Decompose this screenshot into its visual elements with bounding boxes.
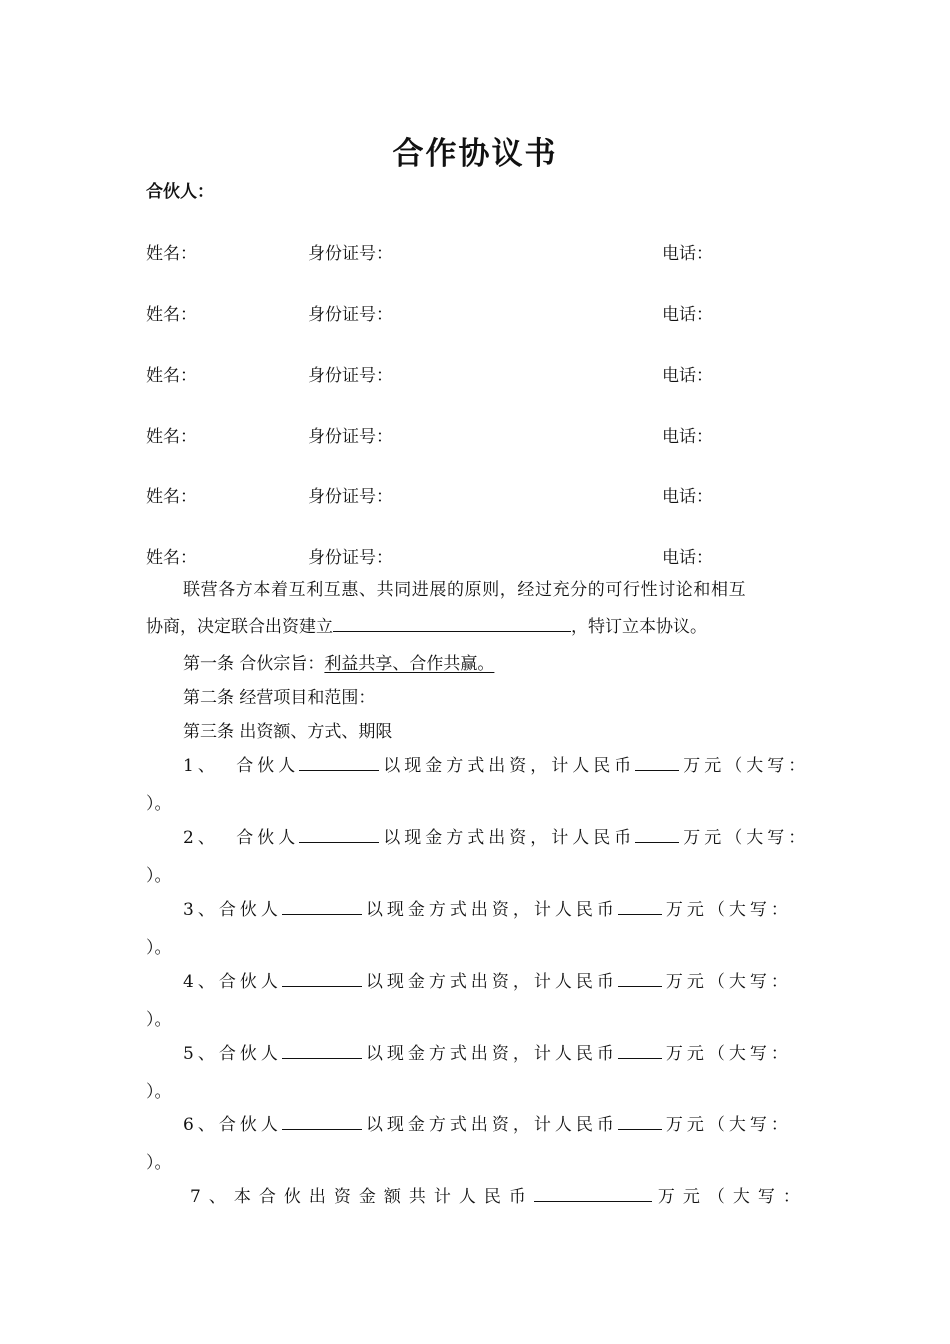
partner-word: 合伙人 bbox=[218, 1044, 282, 1064]
amount-blank bbox=[618, 1111, 662, 1130]
contribution-line bbox=[183, 751, 809, 776]
total-contribution-line bbox=[190, 1182, 808, 1207]
partner-word: 合伙人 bbox=[218, 900, 282, 920]
phone-label: 电话： bbox=[662, 366, 713, 386]
unit-text: 万元（大写： bbox=[665, 900, 792, 920]
contribution-line bbox=[183, 967, 792, 992]
article-1 bbox=[183, 649, 494, 674]
partner-word: 合伙人 bbox=[236, 828, 300, 848]
name-label: 姓名： bbox=[146, 487, 197, 507]
contribution-end: ）。 bbox=[146, 938, 172, 958]
contribution-line bbox=[183, 895, 792, 920]
phone-label: 电话： bbox=[662, 548, 713, 568]
partner-row bbox=[146, 482, 806, 506]
unit-text: 万元（大写： bbox=[665, 972, 792, 992]
contribution-end: ）。 bbox=[146, 1010, 172, 1030]
intro-text-a: 协商，决定联合出资建立 bbox=[146, 617, 333, 637]
contribution-text: 以现金方式出资，计人民币 bbox=[365, 1044, 618, 1064]
contribution-end: ）。 bbox=[146, 1082, 172, 1102]
amount-blank bbox=[635, 824, 679, 843]
name-label: 姓名： bbox=[146, 427, 197, 447]
unit-text: 万元（大写： bbox=[665, 1115, 792, 1135]
name-label: 姓名： bbox=[146, 548, 197, 568]
name-label: 姓名： bbox=[146, 244, 197, 264]
document-title: 合作协议书 bbox=[392, 136, 558, 172]
phone-label: 电话： bbox=[662, 305, 713, 325]
company-name-blank bbox=[333, 613, 571, 632]
contribution-text: 以现金方式出资，计人民币 bbox=[365, 1115, 618, 1135]
contribution-number: 5、 bbox=[183, 1044, 219, 1064]
id-number-label: 身份证号： bbox=[308, 305, 393, 325]
contribution-end: ）。 bbox=[146, 794, 172, 814]
contribution-number: 1、 bbox=[183, 756, 229, 776]
partner-name-blank bbox=[282, 896, 362, 915]
partner-word: 合伙人 bbox=[236, 756, 300, 776]
contribution-end: ）。 bbox=[146, 1153, 172, 1173]
phone-label: 电话： bbox=[662, 427, 713, 447]
contribution-text: 以现金方式出资，计人民币 bbox=[383, 828, 636, 848]
contribution-line bbox=[183, 823, 809, 848]
contribution-line bbox=[183, 1039, 792, 1064]
contribution-end: ）。 bbox=[146, 866, 172, 886]
total-unit-text: 万元（大写： bbox=[657, 1187, 808, 1207]
contribution-number: 4、 bbox=[183, 972, 219, 992]
partner-row bbox=[146, 239, 806, 263]
amount-blank bbox=[635, 752, 679, 771]
contribution-number: 2、 bbox=[183, 828, 229, 848]
article-3: 第三条 出资额、方式、期限 bbox=[183, 722, 393, 742]
intro-line-1: 联营各方本着互利互惠、共同进展的原则，经过充分的可行性讨论和相互 bbox=[183, 580, 747, 600]
partner-row bbox=[146, 300, 806, 324]
article-1-label: 第一条 合伙宗旨： bbox=[183, 654, 325, 674]
phone-label: 电话： bbox=[662, 487, 713, 507]
unit-text: 万元（大写： bbox=[665, 1044, 792, 1064]
name-label: 姓名： bbox=[146, 366, 197, 386]
contribution-line bbox=[183, 1110, 792, 1135]
id-number-label: 身份证号： bbox=[308, 487, 393, 507]
total-amount-blank bbox=[534, 1183, 652, 1202]
partner-word: 合伙人 bbox=[218, 972, 282, 992]
contribution-text: 以现金方式出资，计人民币 bbox=[365, 972, 618, 992]
amount-blank bbox=[618, 896, 662, 915]
partner-name-blank bbox=[282, 1040, 362, 1059]
partner-name-blank bbox=[299, 752, 379, 771]
partners-label: 合伙人： bbox=[146, 182, 214, 202]
partner-word: 合伙人 bbox=[218, 1115, 282, 1135]
partner-name-blank bbox=[282, 1111, 362, 1130]
contribution-number: 6、 bbox=[183, 1115, 219, 1135]
partner-name-blank bbox=[299, 824, 379, 843]
unit-text: 万元（大写： bbox=[683, 756, 810, 776]
id-number-label: 身份证号： bbox=[308, 244, 393, 264]
intro-text-b: ，特订立本协议。 bbox=[571, 617, 707, 637]
contribution-number: 3、 bbox=[183, 900, 219, 920]
amount-blank bbox=[618, 1040, 662, 1059]
id-number-label: 身份证号： bbox=[308, 548, 393, 568]
name-label: 姓名： bbox=[146, 305, 197, 325]
article-2: 第二条 经营项目和范围： bbox=[183, 688, 376, 708]
id-number-label: 身份证号： bbox=[308, 366, 393, 386]
intro-line-2 bbox=[146, 612, 707, 637]
contribution-text: 以现金方式出资，计人民币 bbox=[383, 756, 636, 776]
phone-label: 电话： bbox=[662, 244, 713, 264]
contribution-text: 以现金方式出资，计人民币 bbox=[365, 900, 618, 920]
partner-name-blank bbox=[282, 968, 362, 987]
partner-row bbox=[146, 543, 806, 567]
unit-text: 万元（大写： bbox=[683, 828, 810, 848]
partner-row bbox=[146, 361, 806, 385]
total-text: 7、本合伙出资金额共计人民币 bbox=[190, 1187, 534, 1207]
amount-blank bbox=[618, 968, 662, 987]
partner-row bbox=[146, 422, 806, 446]
article-1-value: 利益共享、合作共赢。 bbox=[324, 654, 495, 674]
id-number-label: 身份证号： bbox=[308, 427, 393, 447]
